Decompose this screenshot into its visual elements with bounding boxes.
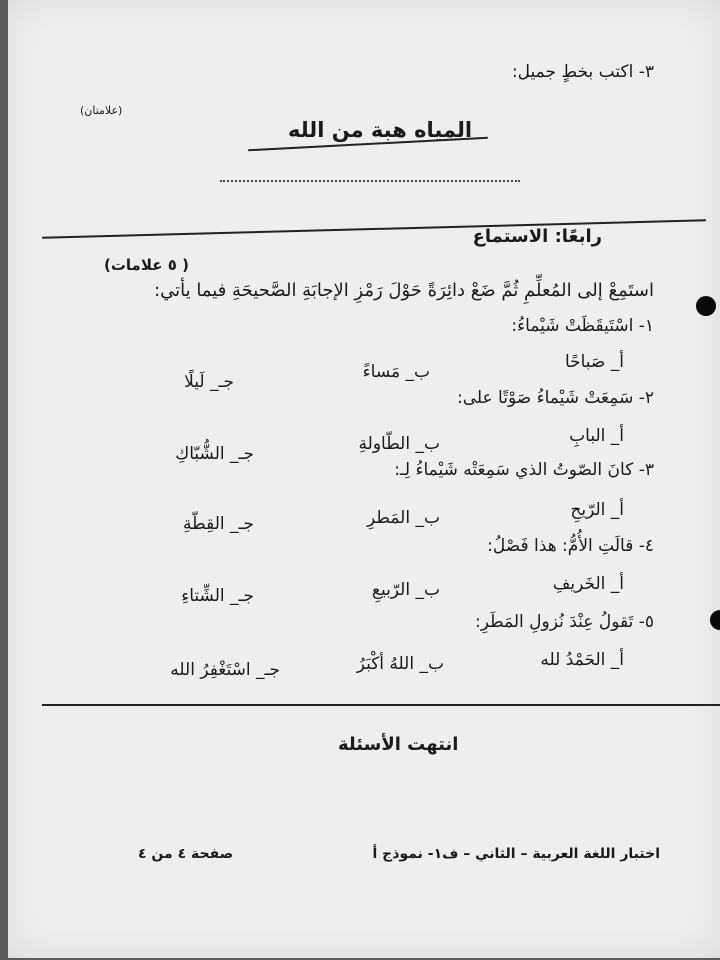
question-text: ٤- قالَتِ الأُمُّ: هذا فَصْلُ: [487, 536, 654, 556]
question-text: ١- اسْتَيقَظَتْ شَيْماءُ: [511, 316, 654, 336]
footer-exam-title: اختبار اللغة العربية – الثاني – ف١- نموذج أ [372, 846, 660, 862]
section-divider-top [42, 219, 706, 238]
option-c: جـ_ القِطّةِ [183, 514, 254, 534]
option-a: أ_ الخَريفِ [552, 574, 624, 594]
listening-instruction: استَمِعْ إلى المُعلِّمِ ثُمَّ ضَعْ دائِرَةً حَوْلَ رَمْزِ الإجابَةِ الصَّحيحَةِ فيما يأتي: [154, 280, 654, 301]
listening-section-title: رابعًا: الاستماع [472, 226, 602, 247]
end-of-questions: انتهت الأسئلة [338, 734, 459, 755]
option-b: ب_ اللهُ أكْبَرُ [356, 654, 444, 674]
option-c: جـ_ الشِّتاءِ [181, 586, 254, 606]
option-a: أ_ البابِ [569, 426, 624, 446]
exam-page [8, 0, 720, 958]
option-b: ب_ الطّاولةِ [358, 434, 440, 454]
listening-marks: ( ٥ علامات) [104, 256, 189, 274]
section-divider-bottom [42, 704, 720, 706]
option-c: جـ_ اسْتَغْفِرُ الله [170, 660, 280, 680]
option-b: ب_ المَطرِ [367, 508, 440, 528]
binder-hole [696, 296, 716, 316]
option-a: أ_ الرّيحِ [570, 500, 624, 520]
question-text: ٣- كانَ الصّوتُ الذي سَمِعَتْه شَيْماءُ لِـ: [394, 460, 654, 480]
question-3-heading: ٣- اكتب بخطٍ جميل: [511, 62, 654, 82]
option-b: ب_ مَساءً [362, 362, 430, 382]
question-3-marks: (علامتان) [80, 104, 123, 117]
option-a: أ_ صَباحًا [564, 352, 624, 372]
option-a: أ_ الحَمْدُ لله [540, 650, 624, 670]
writing-dotted-line [220, 180, 520, 182]
question-text: ٢- سَمِعَتْ شَيْماءُ صَوْتًا على: [456, 388, 654, 408]
model-sentence: المياه هبة من الله [288, 118, 473, 142]
option-c: جـ_ الشُّبّاكِ [175, 444, 254, 464]
question-text: ٥- تَقولُ عِنْدَ نُزولِ المَطَرِ: [474, 612, 654, 632]
option-b: ب_ الرّبيعِ [371, 580, 440, 600]
binder-hole [710, 610, 720, 630]
footer-page-number: صفحة ٤ من ٤ [138, 846, 234, 862]
option-c: جـ_ لَيلًا [184, 372, 234, 392]
